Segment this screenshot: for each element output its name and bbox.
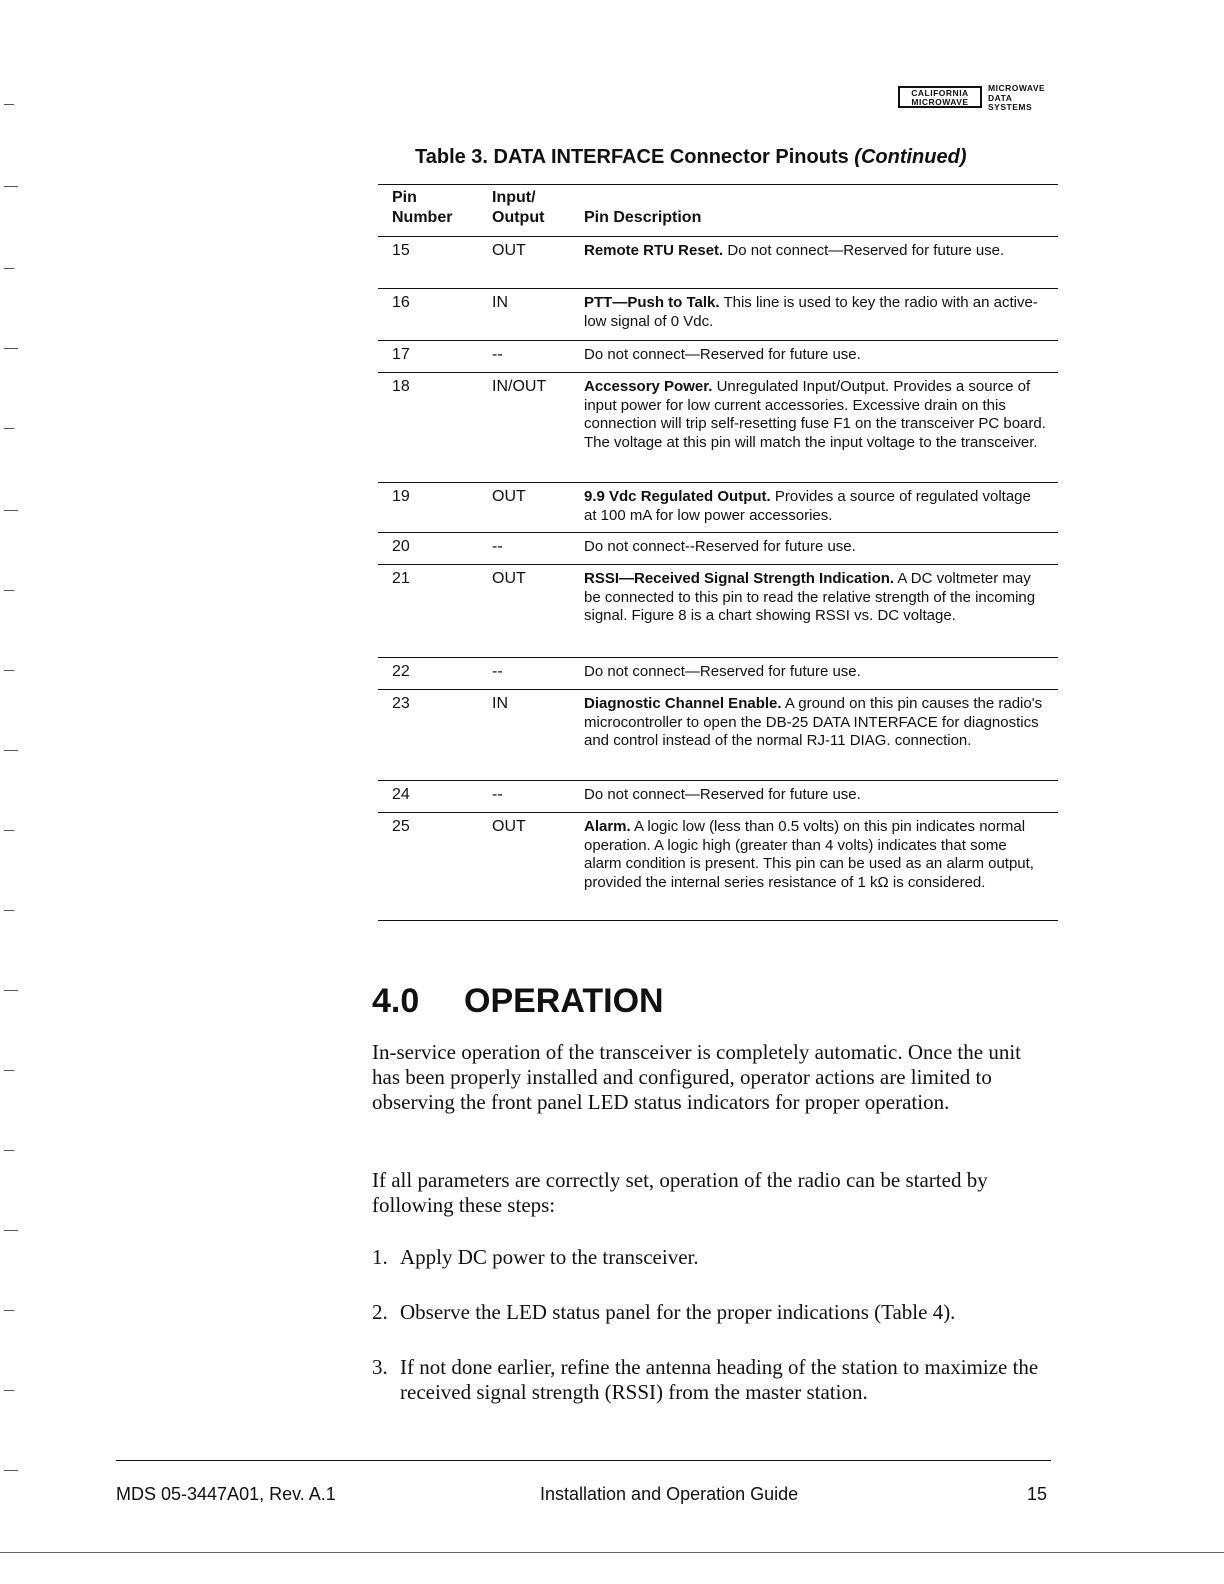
header-pin-number [392,188,452,228]
pin-io: OUT [492,242,526,259]
logo-box [898,86,982,108]
header-input-output [492,188,544,228]
footer-guide-title: Installation and Operation Guide [540,1484,799,1504]
pin-number: 18 [392,378,410,395]
pin-description-bold: Alarm. [584,818,631,835]
pin-number: 16 [392,294,410,311]
pin-number: 22 [392,663,410,680]
footer-page-number: 15 [1027,1484,1048,1504]
step-1-number: 1. [372,1245,388,1269]
margin-tick [4,104,14,105]
step-3-number: 3. [372,1355,388,1379]
pin-io: -- [492,538,503,555]
pin-io: IN [492,695,508,712]
pin-number: 23 [392,695,410,712]
operation-paragraph-1: In-service operation of the transceiver is completely automatic. Once the unit has been properly installed and configured, operator actions are limited to observing the front panel LED status indicators for proper operation. [372,1040,1022,1114]
margin-tick [4,186,18,187]
footer-rule [116,1460,1051,1461]
margin-tick [4,1310,14,1311]
table-row-rule [378,812,1058,813]
margin-tick [4,750,18,751]
pin-number: 17 [392,346,410,363]
pin-description [584,378,1046,452]
pin-description [584,242,1046,261]
pin-io: -- [492,786,503,803]
logo-side-line1: MICROWAVE [988,83,1046,93]
pin-description-bold: Remote RTU Reset. [584,242,724,259]
section-heading [372,982,664,1021]
pin-io: OUT [492,570,526,587]
footer-doc-id: MDS 05-3447A01, Rev. A.1 [116,1484,336,1504]
logo-side-line2: DATA [988,92,1013,103]
table-row-rule [378,340,1058,341]
pin-number: 24 [392,786,410,803]
header-pin-line2: Number [392,209,453,226]
header-io-line1: Input/ [492,189,536,206]
margin-tick [4,268,14,269]
operation-paragraph-2: If all parameters are correctly set, operation of the radio can be started by following these steps: [372,1168,988,1217]
pin-description-text: Do not connect—Reserved for future use. [584,786,861,803]
pin-io: IN/OUT [492,378,547,395]
logo-side-text [988,84,1045,113]
table-row-rule [378,482,1058,483]
pin-description-bold: PTT—Push to Talk. [584,294,720,311]
table-row-rule [378,689,1058,690]
header-io-line2: Output [492,209,545,226]
header-pin-description: Pin Description [584,209,702,226]
pin-description [584,488,1046,525]
pin-description-text: A DC voltmeter may be connected to this pin to read the relative strength of the incoming signal. Figure 8 is a chart showing RSSI vs. DC voltage. [584,570,1036,624]
pin-io: -- [492,663,503,680]
pin-number: 15 [392,242,410,259]
table-title-text: Table 3. DATA INTERFACE Connector Pinouts [415,146,849,168]
table-top-rule [378,184,1058,185]
logo-box-line2: MICROWAVE [911,97,969,107]
pin-description-text: Unregulated Input/Output. Provides a source of input power for low current accessories. Excessive drain on this connection will trip self-resetting fuse F1 on the transceiver PC board. The voltage at this pin will match the input voltage to the transceiver. [584,378,1046,451]
pin-number: 21 [392,570,410,587]
margin-tick [4,670,14,671]
margin-tick [4,830,14,831]
table-row-rule [378,780,1058,781]
pin-number: 20 [392,538,410,555]
pin-description [584,346,1046,365]
pin-description-bold: RSSI—Received Signal Strength Indication. [584,570,895,587]
pin-number: 25 [392,818,410,835]
pin-io: OUT [492,488,526,505]
pin-description-text: A ground on this pin causes the radio's microcontroller to open the DB-25 DATA INTERFACE for diagnostics and control instead of the normal RJ-11 DIAG. connection. [584,695,1043,749]
pin-description-text: Provides a source of regulated voltage at 100 mA for low power accessories. [584,488,1031,524]
bottom-scan-edge [0,1552,1224,1553]
pin-description [584,538,1046,557]
margin-tick [4,590,14,591]
pin-description-text: Do not connect—Reserved for future use. [584,663,861,680]
pin-description-bold: 9.9 Vdc Regulated Output. [584,488,771,505]
table-row-rule [378,236,1058,237]
step-2-number: 2. [372,1300,388,1324]
pin-description [584,786,1046,805]
pin-description-text: This line is used to key the radio with an active-low signal of 0 Vdc. [584,294,1038,330]
pin-description-text: Do not connect—Reserved for future use. [584,346,861,363]
table-bottom-rule [378,920,1058,921]
table-row-rule [378,372,1058,373]
table-row-rule [378,564,1058,565]
pin-io: IN [492,294,508,311]
pin-description-text: Do not connect—Reserved for future use. [723,242,1005,259]
pin-io: -- [492,346,503,363]
pin-description [584,695,1046,751]
margin-tick [4,1070,14,1071]
margin-tick [4,1230,18,1231]
header-pin-line1: Pin [392,189,417,206]
margin-tick [4,348,18,349]
pin-description [584,663,1046,682]
step-2-text: Observe the LED status panel for the proper indications (Table 4). [400,1300,956,1324]
section-number: 4.0 [372,982,420,1020]
margin-tick [4,990,18,991]
table-title-suffix: (Continued) [854,146,967,168]
pin-description [584,570,1046,626]
table-row-rule [378,288,1058,289]
pin-description-text: Do not connect--Reserved for future use. [584,538,856,555]
pin-description-bold: Diagnostic Channel Enable. [584,695,782,712]
step-3-text: If not done earlier, refine the antenna heading of the station to maximize the received signal strength (RSSI) from the master station. [400,1355,1039,1404]
logo-box-line1: CALIFORNIA [911,88,969,98]
pin-description [584,818,1046,892]
margin-tick [4,1470,18,1471]
table-row-rule [378,657,1058,658]
table-title [415,146,966,169]
pin-description-bold: Accessory Power. [584,378,713,395]
margin-tick [4,910,14,911]
pin-io: OUT [492,818,526,835]
margin-tick [4,428,14,429]
pin-description-text: A logic low (less than 0.5 volts) on this pin indicates normal operation. A logic high (greater than 4 volts) indicates that some alarm condition is present. This pin can be used as an alarm output, provided the internal series resistance of 1 kΩ is considered. [584,818,1034,891]
section-title: OPERATION [464,982,664,1020]
company-logo [898,84,1068,116]
step-1-text: Apply DC power to the transceiver. [400,1245,699,1269]
logo-side-line3: SYSTEMS [988,102,1033,112]
pin-description [584,294,1046,331]
margin-tick [4,1390,14,1391]
pin-number: 19 [392,488,410,505]
table-row-rule [378,532,1058,533]
margin-tick [4,510,18,511]
margin-tick [4,1150,14,1151]
